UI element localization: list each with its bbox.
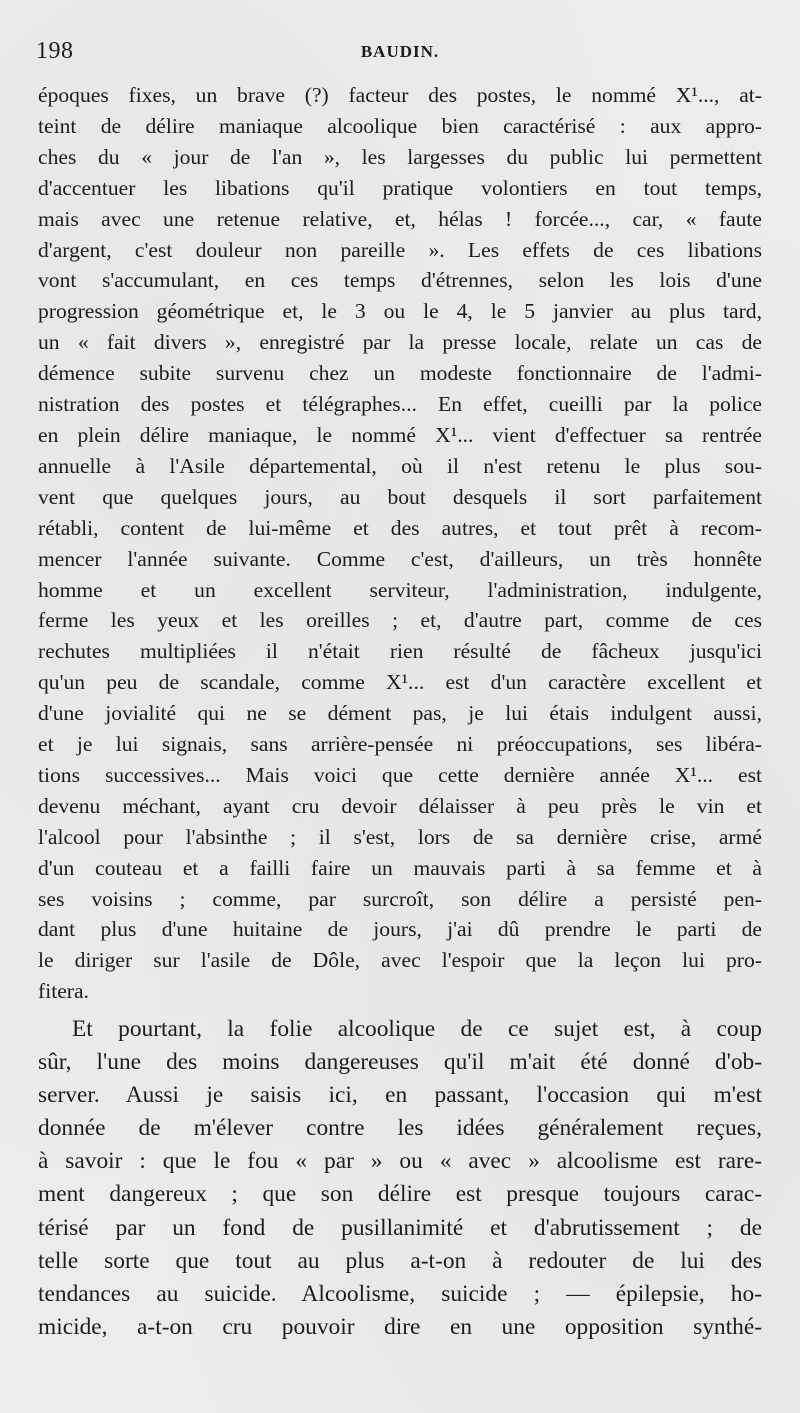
text-line: dant plus d'une huitaine de jours, j'ai dû prendre le parti de <box>38 917 762 942</box>
text-line: mencer l'année suivante. Comme c'est, d'ailleurs, un très honnête <box>38 546 762 571</box>
text-line: Et pourtant, la folie alcoolique de ce sujet est, à coup <box>72 1016 762 1042</box>
paragraph-1 <box>38 80 762 1007</box>
page-header <box>36 38 764 68</box>
text-line: un « fait divers », enregistré par la presse locale, relate un cas de <box>38 330 762 355</box>
text-line: le diriger sur l'asile de Dôle, avec l'espoir que la leçon lui pro- <box>38 948 762 973</box>
text-line: tions successives... Mais voici que cette dernière année X¹... est <box>38 762 762 787</box>
text-line: rétabli, content de lui-même et des autres, et tout prêt à recom- <box>38 515 762 540</box>
text-line: devenu méchant, ayant cru devoir délaisser à peu près le vin et <box>38 793 762 818</box>
text-line: progression géométrique et, le 3 ou le 4, le 5 janvier au plus tard, <box>38 299 762 324</box>
text-line: l'alcool pour l'absinthe ; il s'est, lors de sa dernière crise, armé <box>38 824 762 849</box>
page-number: 198 <box>36 38 74 64</box>
text-line: d'argent, c'est douleur non pareille ». Les effets de ces libations <box>38 237 762 262</box>
text-line: ches du « jour de l'an », les largesses du public lui permettent <box>38 144 762 169</box>
text-line: fitera. <box>38 979 89 1004</box>
text-line: ferme les yeux et les oreilles ; et, d'autre part, comme de ces <box>38 608 762 633</box>
text-line: térisé par un fond de pusillanimité et d'abrutissement ; de <box>38 1214 762 1241</box>
text-line: mais avec une retenue relative, et, hélas ! forcée..., car, « faute <box>38 206 762 231</box>
text-line: ment dangereux ; que son délire est presque toujours carac- <box>38 1181 762 1208</box>
text-line: à savoir : que le fou « par » ou « avec » alcoolisme est rare- <box>38 1148 762 1175</box>
text-line: d'un couteau et a failli faire un mauvais parti à sa femme et à <box>38 855 762 880</box>
text-line: d'accentuer les libations qu'il pratique volontiers en tout temps, <box>38 175 762 200</box>
text-line: teint de délire maniaque alcoolique bien caractérisé : aux appro- <box>38 113 762 138</box>
paragraph-2 <box>38 1013 762 1344</box>
text-line: homme et un excellent serviteur, l'administration, indulgente, <box>38 577 762 602</box>
text-line: démence subite survenu chez un modeste fonctionnaire de l'admi- <box>38 361 762 386</box>
text-line: nistration des postes et télégraphes... En effet, cueilli par la police <box>38 392 762 417</box>
text-line: annuelle à l'Asile départemental, où il n'est retenu le plus sou- <box>38 453 762 478</box>
text-line: tendances au suicide. Alcoolisme, suicide ; — épilepsie, ho- <box>38 1280 762 1307</box>
text-line: qu'un peu de scandale, comme X¹... est d'un caractère excellent et <box>38 670 762 695</box>
text-line: vont s'accumulant, en ces temps d'étrennes, selon les lois d'une <box>38 268 762 293</box>
text-line: server. Aussi je saisis ici, en passant, l'occasion qui m'est <box>38 1082 762 1109</box>
text-line: en plein délire maniaque, le nommé X¹... vient d'effectuer sa rentrée <box>38 422 762 447</box>
running-head: BAUDIN. <box>360 42 440 61</box>
text-line: vent que quelques jours, au bout desquels il sort parfaitement <box>38 484 762 509</box>
text-line: époques fixes, un brave (?) facteur des postes, le nommé X¹..., at- <box>38 83 762 107</box>
text-line: ses voisins ; comme, par surcroît, son délire a persisté pen- <box>38 886 762 911</box>
text-line: rechutes multipliées il n'était rien résulté de fâcheux jusqu'ici <box>38 639 762 664</box>
text-line: d'une jovialité qui ne se dément pas, je lui étais indulgent aussi, <box>38 701 762 726</box>
text-line: micide, a-t-on cru pouvoir dire en une opposition synthé- <box>38 1313 762 1340</box>
text-line: sûr, l'une des moins dangereuses qu'il m'ait été donné d'ob- <box>38 1049 762 1076</box>
text-line: telle sorte que tout au plus a-t-on à redouter de lui des <box>38 1247 762 1274</box>
text-line: et je lui signais, sans arrière-pensée ni préoccupations, ses libéra- <box>38 732 762 757</box>
text-line: donnée de m'élever contre les idées généralement reçues, <box>38 1115 762 1142</box>
